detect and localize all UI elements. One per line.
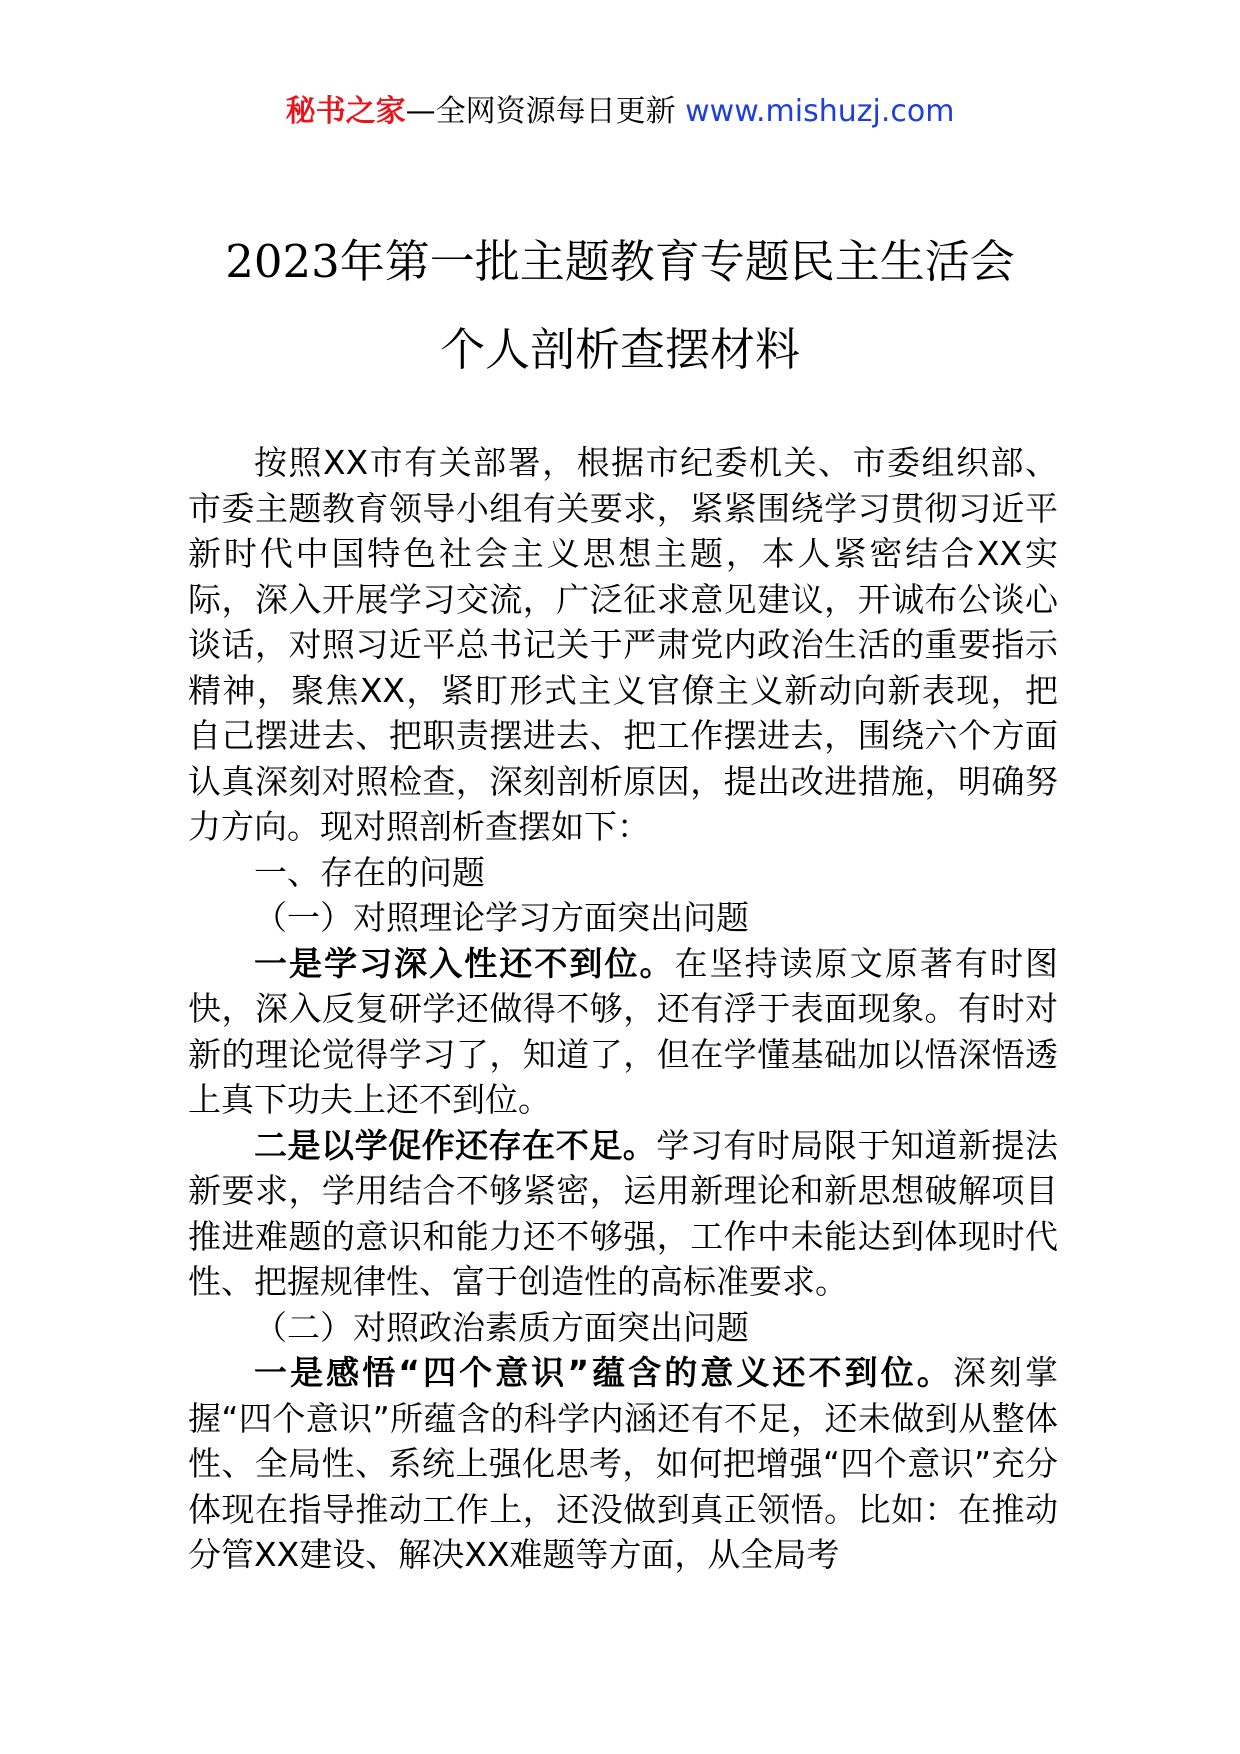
document-body: [188, 440, 1058, 1578]
section-heading-problems: 一、存在的问题: [254, 852, 485, 892]
paragraph-content: 在坚持读原文原著有时图快，深入反复研学还做得不够，还有浮于表面现象。有时对新的理论觉得学习了，知道了，但在学懂基础加以悟深悟透上真下功夫上还不到位。: [188, 943, 1059, 1119]
intro-paragraph: 按照XX市有关部署，根据市纪委机关、市委组织部、市委主题教育领导小组有关要求，紧紧围绕学习贯彻习近平新时代中国特色社会主义思想主题，本人紧密结合XX实际，深入开展学习交流，广泛征求意见建议，开诚布公谈心谈话，对照习近平总书记关于严肃党内政治生活的重要指示精神，聚焦XX，紧盯形式主义官僚主义新动向新表现，把自己摆进去、把职责摆进去、把工作摆进去，围绕六个方面认真深刻对照检查，深刻剖析原因，提出改进措施，明确努力方向。现对照剖析查摆如下：: [188, 443, 1058, 846]
paragraph-four-consciousness: [188, 1350, 1058, 1578]
document-title-line-2: 个人剖析查摆材料: [439, 323, 800, 376]
site-brand: 秘书之家: [285, 94, 406, 129]
paragraph-content: 学习有时局限于知道新提法新要求，学用结合不够紧密，运用新理论和新思想破解项目推进难题的意识和能力还不够强，工作中未能达到体现时代性、把握规律性、富于创造性的高标准要求。: [188, 1125, 1059, 1301]
site-tagline: —全网资源每日更新: [405, 94, 676, 129]
paragraph-lead: 一是学习深入性还不到位。: [254, 943, 675, 983]
paragraph-lead: 一是感悟“四个意识”蕴含的意义还不到位。: [254, 1353, 953, 1392]
document-title-line-1: 2023年第一批主题教育专题民主生活会: [225, 235, 1015, 288]
paragraph-learning-practice: [188, 1123, 1058, 1305]
site-url-link[interactable]: www.mishuzj.com: [685, 94, 955, 129]
site-header: [0, 92, 1240, 132]
subsection-heading-theory: （一）对照理论学习方面突出问题: [254, 898, 749, 937]
paragraph-learning-depth: [188, 941, 1058, 1123]
paragraph-lead: 二是以学促作还存在不足。: [254, 1125, 657, 1165]
paragraph-content: 深刻掌握“四个意识”所蕴含的科学内涵还有不足，还未做到从整体性、全局性、系统上强化思考，如何把增强“四个意识”充分体现在指导推动工作上，还没做到真正领悟。比如：在推动分管XX建设、解决XX难题等方面，从全局考: [188, 1353, 1058, 1574]
subsection-heading-political: （二）对照政治素质方面突出问题: [254, 1307, 749, 1347]
